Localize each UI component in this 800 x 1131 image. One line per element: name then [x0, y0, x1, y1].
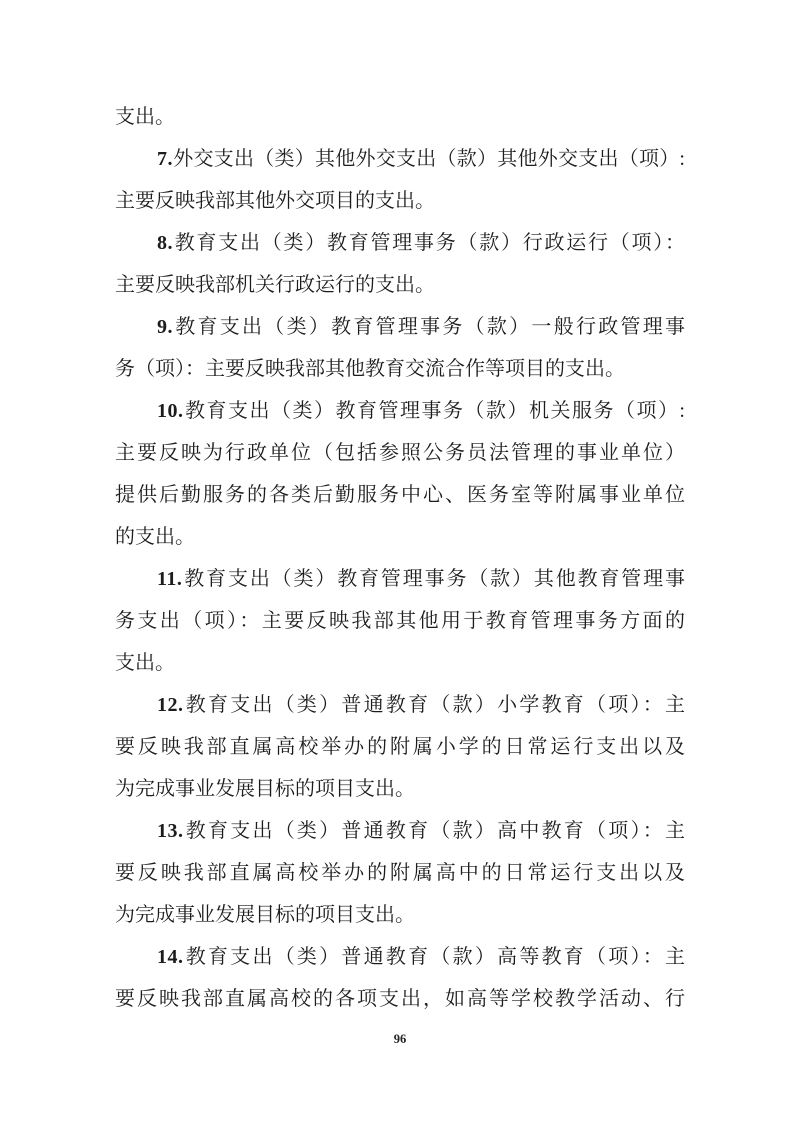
line-text: 要反映我部直属高校举办的附属小学的日常运行支出以及 [115, 736, 685, 758]
paragraph-item-12 [115, 684, 685, 810]
text-line [115, 852, 685, 894]
line-text: 为完成事业发展目标的项目支出。 [115, 904, 415, 926]
text-line [115, 306, 685, 348]
text-line [115, 96, 685, 138]
paragraph-item-10 [115, 390, 685, 558]
text-line [115, 558, 685, 600]
line-text: 要反映我部直属高校举办的附属高中的日常运行支出以及 [115, 862, 685, 884]
line-text: 主要反映我部其他外交项目的支出。 [115, 190, 435, 212]
line-text: 教育支出（类）教育管理事务（款）机关服务（项）: [183, 400, 685, 422]
paragraph-6-continuation [115, 96, 685, 138]
line-text: 务支出（项）：主要反映我部其他用于教育管理事务方面的 [115, 610, 685, 632]
text-line [115, 600, 685, 642]
text-line [115, 264, 685, 306]
line-text: 教育支出（类）教育管理事务（款）一般行政管理事 [173, 316, 685, 338]
page-number: 96 [393, 1032, 407, 1046]
line-text: 教育支出（类）教育管理事务（款）行政运行（项）： [173, 232, 685, 254]
line-text: 教育支出（类）普通教育（款）高中教育（项）：主 [183, 820, 685, 842]
item-number: 12. [157, 694, 184, 716]
text-line [115, 810, 685, 852]
line-text: 外交支出（类）其他外交支出（款）其他外交支出（项）: [173, 148, 685, 170]
text-line [115, 180, 685, 222]
text-line [115, 516, 685, 558]
line-text: 支出。 [115, 652, 175, 674]
text-line [115, 684, 685, 726]
text-line [115, 348, 685, 390]
page-body [115, 96, 685, 1020]
text-line [115, 726, 685, 768]
paragraph-item-8 [115, 222, 685, 306]
item-number: 7. [157, 148, 173, 170]
paragraph-item-11 [115, 558, 685, 684]
item-number: 11. [157, 568, 183, 590]
line-text: 教育支出（类）教育管理事务（款）其他教育管理事 [182, 568, 685, 590]
item-number: 13. [157, 820, 184, 842]
text-line [115, 978, 685, 1020]
text-line [115, 768, 685, 810]
text-line [115, 936, 685, 978]
line-text: 主要反映为行政单位（包括参照公务员法管理的事业单位） [115, 442, 685, 464]
line-text: 提供后勤服务的各类后勤服务中心、医务室等附属事业单位 [115, 484, 685, 506]
item-number: 9. [157, 316, 173, 338]
line-text: 支出。 [115, 106, 175, 128]
text-line [115, 222, 685, 264]
line-text: 务（项）：主要反映我部其他教育交流合作等项目的支出。 [115, 358, 625, 380]
paragraph-item-7 [115, 138, 685, 222]
item-number: 8. [157, 232, 173, 254]
text-line [115, 390, 685, 432]
text-line [115, 894, 685, 936]
line-text: 的支出。 [115, 526, 195, 548]
line-text: 要反映我部直属高校的各项支出，如高等学校教学活动、行 [115, 988, 685, 1010]
line-text: 为完成事业发展目标的项目支出。 [115, 778, 415, 800]
item-number: 14. [157, 946, 184, 968]
line-text: 教育支出（类）普通教育（款）高等教育（项）：主 [183, 946, 685, 968]
text-line [115, 432, 685, 474]
paragraph-item-13 [115, 810, 685, 936]
text-line [115, 138, 685, 180]
paragraph-item-14 [115, 936, 685, 1020]
item-number: 10. [157, 400, 184, 422]
text-line [115, 642, 685, 684]
line-text: 教育支出（类）普通教育（款）小学教育（项）：主 [183, 694, 685, 716]
text-line [115, 474, 685, 516]
line-text: 主要反映我部机关行政运行的支出。 [115, 274, 435, 296]
paragraph-item-9 [115, 306, 685, 390]
